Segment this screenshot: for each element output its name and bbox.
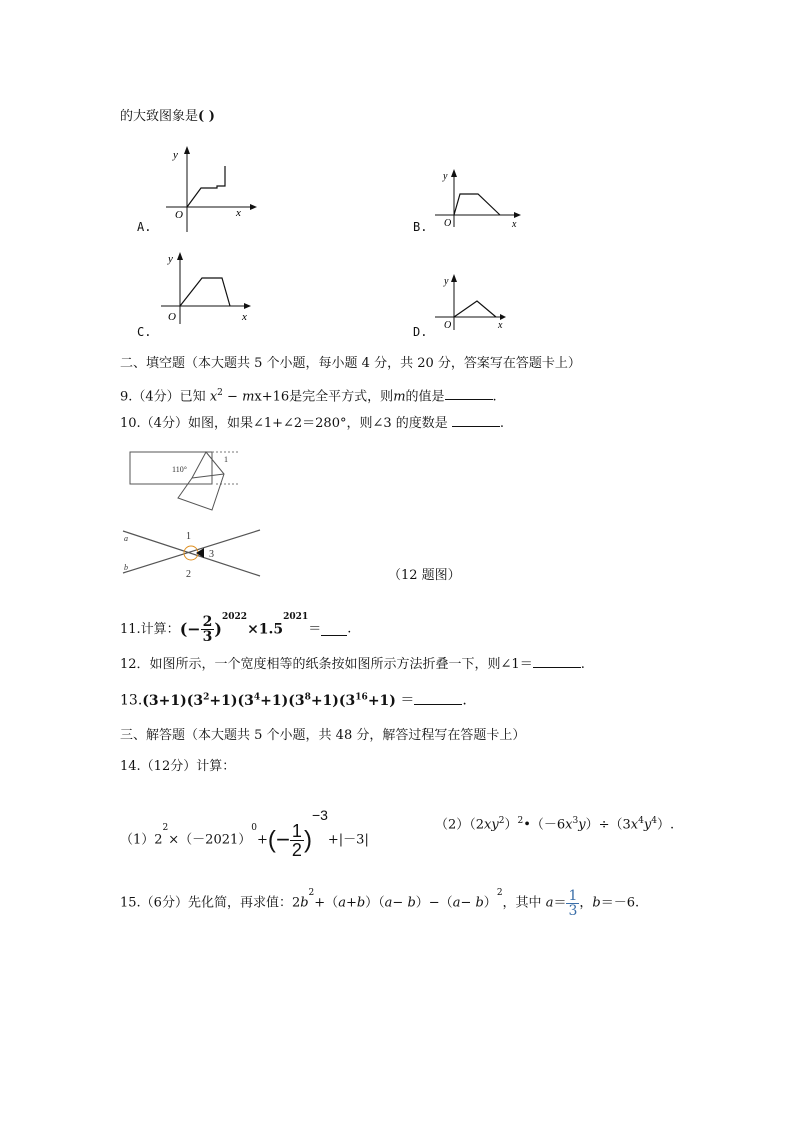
- q12-end: .: [580, 657, 585, 672]
- option-b-label: B.: [413, 220, 428, 234]
- q12-answer-blank: [533, 655, 581, 668]
- question-14: 14.（12分）计算：: [120, 759, 236, 774]
- q9-answer-blank: [445, 387, 493, 400]
- option-d-y-label: y: [444, 276, 449, 287]
- option-a-label: A.: [137, 220, 152, 234]
- q11-num: 2: [202, 614, 213, 630]
- q14-1-open: (−: [267, 826, 290, 854]
- question-15: 15.（6分）先化简，再求值：$2b^2+(a+b)(a- b)-(a- b)^2$，其中 a＝ $\frac{1}{3}$ ，b＝－6.: [120, 888, 640, 919]
- fig12-label-3: 3: [209, 549, 214, 560]
- section-3-heading: 三、解答题（本大题共 5 个小题，共 48 分，解答过程写在答题卡上）: [120, 728, 526, 743]
- section-2-heading: 二、填空题（本大题共 5 个小题，每小题 4 分，共 20 分，答案写在答题卡上）: [120, 356, 581, 371]
- option-d-origin-label: O: [444, 320, 452, 331]
- q10-end: .: [499, 416, 505, 431]
- q9-suffix: 是完全平方式，则: [289, 389, 394, 405]
- q11-prefix: 11.计算：: [120, 622, 180, 637]
- q9-tail: 的值是: [405, 389, 445, 405]
- option-c-graph: [158, 246, 258, 328]
- question-10: [120, 414, 504, 433]
- q11-end: .: [347, 621, 352, 637]
- q9-expr-exp: 2: [217, 388, 223, 398]
- q9-end: .: [492, 389, 497, 405]
- q14-1-close: ): [303, 826, 312, 854]
- question-11: [120, 602, 352, 645]
- option-a-y-label: y: [173, 149, 178, 161]
- figure-folded-strip: [126, 446, 246, 516]
- q11-exp2: 2021: [283, 612, 309, 622]
- option-b-x-label: x: [512, 219, 517, 230]
- q15-fraction: $\frac{1}{3}$: [568, 888, 578, 919]
- option-c-origin-label: O: [168, 311, 176, 323]
- q12-text: 12．如图所示，一个宽度相等的纸条按如图所示方法折叠一下，则∠1＝: [120, 657, 533, 672]
- q13-eq: ＝: [395, 692, 415, 709]
- fig12-label-1: 1: [186, 531, 191, 542]
- fig12-label-b: b: [124, 563, 128, 572]
- q8-answer-paren: ( ): [198, 109, 215, 124]
- q11-answer-blank: [321, 623, 347, 636]
- q11-mid: ×1.5: [247, 621, 284, 638]
- question-9: [120, 384, 497, 406]
- q9-expr-minus: −: [222, 389, 243, 405]
- q9-expr-rest: x+16: [254, 389, 290, 405]
- option-d-x-label: x: [498, 320, 503, 331]
- fig12-label-2: 2: [186, 569, 191, 580]
- question-13: [120, 688, 467, 710]
- option-b-graph: [432, 165, 527, 233]
- question-14-part-2: $(2)(2xy^2)^2•(-6x^3y)\div(3x^4y^4)$.: [435, 816, 675, 833]
- option-a-x-label: x: [236, 207, 241, 219]
- q14-1-fraction: $\frac{1}{2}$: [291, 821, 302, 860]
- fig12-label-a: a: [124, 534, 128, 543]
- option-c-label: C.: [137, 325, 152, 339]
- q10-text: 10.（4分）如图，如果∠1+∠2＝280°，则∠3 的度数是: [120, 416, 452, 431]
- q11-close-paren: ): [214, 619, 222, 639]
- question-12: [120, 655, 585, 674]
- option-b-origin-label: O: [444, 218, 452, 229]
- q9-expr-m: m: [242, 389, 255, 405]
- q14-1-exp: −3: [311, 807, 328, 823]
- question-14-part-1: $(1)2^2\times(-2021)^0+(-$ $\frac{1}{2}$ )$^{-3}$+|－3|: [120, 807, 369, 860]
- q9-var: m: [393, 389, 406, 405]
- fig10-angle-label: 110°: [172, 465, 187, 474]
- option-b-y-label: y: [443, 171, 448, 182]
- q11-den: 3: [202, 629, 213, 645]
- q13-prefix: 13.: [120, 692, 143, 709]
- option-a-graph: [160, 142, 260, 234]
- q11-fraction: [201, 615, 215, 644]
- q8-tail-line: [120, 108, 215, 126]
- figure-12-caption: （12 题图）: [388, 568, 461, 583]
- option-c-x-label: x: [242, 311, 247, 323]
- q11-exp1: 2022: [222, 612, 248, 622]
- fig10-mark-label: 1: [224, 455, 228, 464]
- q11-open-paren: (−: [179, 619, 201, 639]
- option-d-graph: [432, 270, 512, 332]
- q11-eq: ＝: [308, 621, 322, 637]
- q13-answer-blank: [414, 692, 462, 705]
- option-c-y-label: y: [168, 253, 173, 265]
- q9-expr-x: x: [209, 389, 218, 405]
- q13-expression: $(3+1)(3^2+1)(3^4+1)(3^8+1)(3^{16}+1)$: [142, 692, 396, 709]
- q8-tail-text: 的大致图象是: [120, 109, 199, 124]
- figure-intersecting-lines: [118, 526, 268, 584]
- q13-end: .: [462, 692, 467, 709]
- option-d-label: D.: [413, 325, 428, 339]
- q10-answer-blank: [452, 414, 500, 427]
- q9-prefix: 9.（4分）已知: [120, 389, 210, 405]
- option-a-origin-label: O: [175, 209, 183, 221]
